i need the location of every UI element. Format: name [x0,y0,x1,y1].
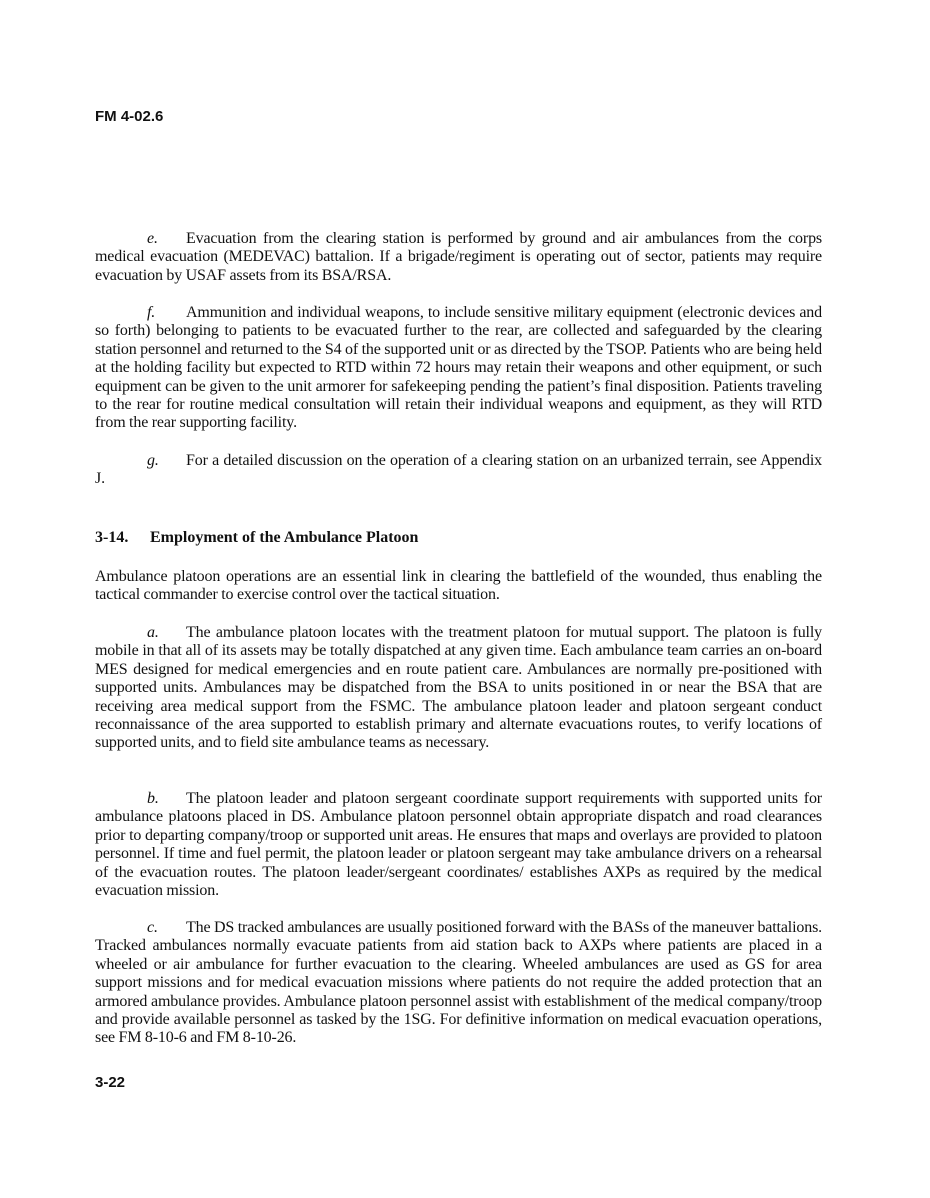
paragraph-g [95,452,822,489]
paragraph-label: e. [147,230,158,247]
paragraph-text: The DS tracked ambulances are usually positioned forward with the BASs of the maneuver battalions. Tracked ambulances normally evacuate patients from aid station back to AXPs where patients are placed in a wheeled or air ambulance for further evacuation to the clearing. Wheeled ambulances are used as GS for area support missions and for medical evacuation missions where patients do not require the added protection that an armored ambulance provides. Ambulance platoon personnel assist with establishment of the medical company/troop and provide available personnel as tasked by the 1SG. For definitive information on medical evacuation operations, see FM 8-10-6 and FM 8-10-26. [95,919,822,1047]
section-number: 3-14. [95,529,129,546]
section-intro: Ambulance platoon operations are an essential link in clearing the battlefield of the wounded, thus enabling the tactical commander to exercise control over the tactical situation. [95,568,822,604]
paragraph-label: b. [147,790,159,807]
paragraph-text: For a detailed discussion on the operation of a clearing station on an urbanized terrain, see Appendix J. [95,452,822,488]
paragraph-text: Evacuation from the clearing station is performed by ground and air ambulances from the corps medical evacuation (MEDEVAC) battalion. If a brigade/regiment is operating out of sector, patients may require evacuation by USAF assets from its BSA/RSA. [95,230,822,284]
paragraph-b [95,790,822,900]
paragraph-label: a. [147,624,159,641]
paragraph-text: Ammunition and individual weapons, to include sensitive military equipment (electronic devices and so forth) belonging to patients to be evacuated further to the rear, are collected and safeguarded by the clearing station personnel and returned to the S4 of the supported unit or as directed by the TSOP. Patients who are being held at the holding facility but expected to RTD within 72 hours may retain their weapons and other equipment, or such equipment can be given to the unit armorer for safekeeping pending the patient’s final disposition. Patients traveling to the rear for routine medical consultation will retain their individual weapons and equipment, as they will RTD from the rear supporting facility. [95,304,822,432]
paragraph-text: The ambulance platoon locates with the treatment platoon for mutual support. The platoon is fully mobile in that all of its assets may be totally dispatched at any given time. Each ambulance team carries an on-board MES designed for medical emergencies and en route patient care. Ambulances are normally pre-positioned with supported units. Ambulances may be dispatched from the BSA to units positioned in or near the BSA that are receiving area medical support from the FSMC. The ambulance platoon leader and platoon sergeant conduct reconnaissance of the area supported to establish primary and alternate evacuations routes, to verify locations of supported units, and to field site ambulance teams as necessary. [95,624,822,752]
paragraph-label: f. [147,304,156,321]
page-number: 3-22 [95,1074,126,1091]
section-title: Employment of the Ambulance Platoon [150,529,419,546]
paragraph-text: The platoon leader and platoon sergeant coordinate support requirements with supported units for ambulance platoons placed in DS. Ambulance platoon personnel obtain appropriate dispatch and road clearances prior to departing company/troop or supported unit areas. He ensures that maps and overlays are provided to platoon personnel. If time and fuel permit, the platoon leader or platoon sergeant may take ambulance drivers on a rehearsal of the evacuation routes. The platoon leader/sergeant coordinates/ establishes AXPs as required by the medical evacuation mission. [95,790,822,900]
paragraph-f [95,304,822,433]
running-header: FM 4-02.6 [95,108,164,125]
paragraph-label: c. [147,919,158,936]
paragraph-e [95,230,822,285]
paragraph-a [95,624,822,753]
paragraph-c [95,919,822,1048]
paragraph-label: g. [147,452,159,469]
section-heading [95,529,418,547]
